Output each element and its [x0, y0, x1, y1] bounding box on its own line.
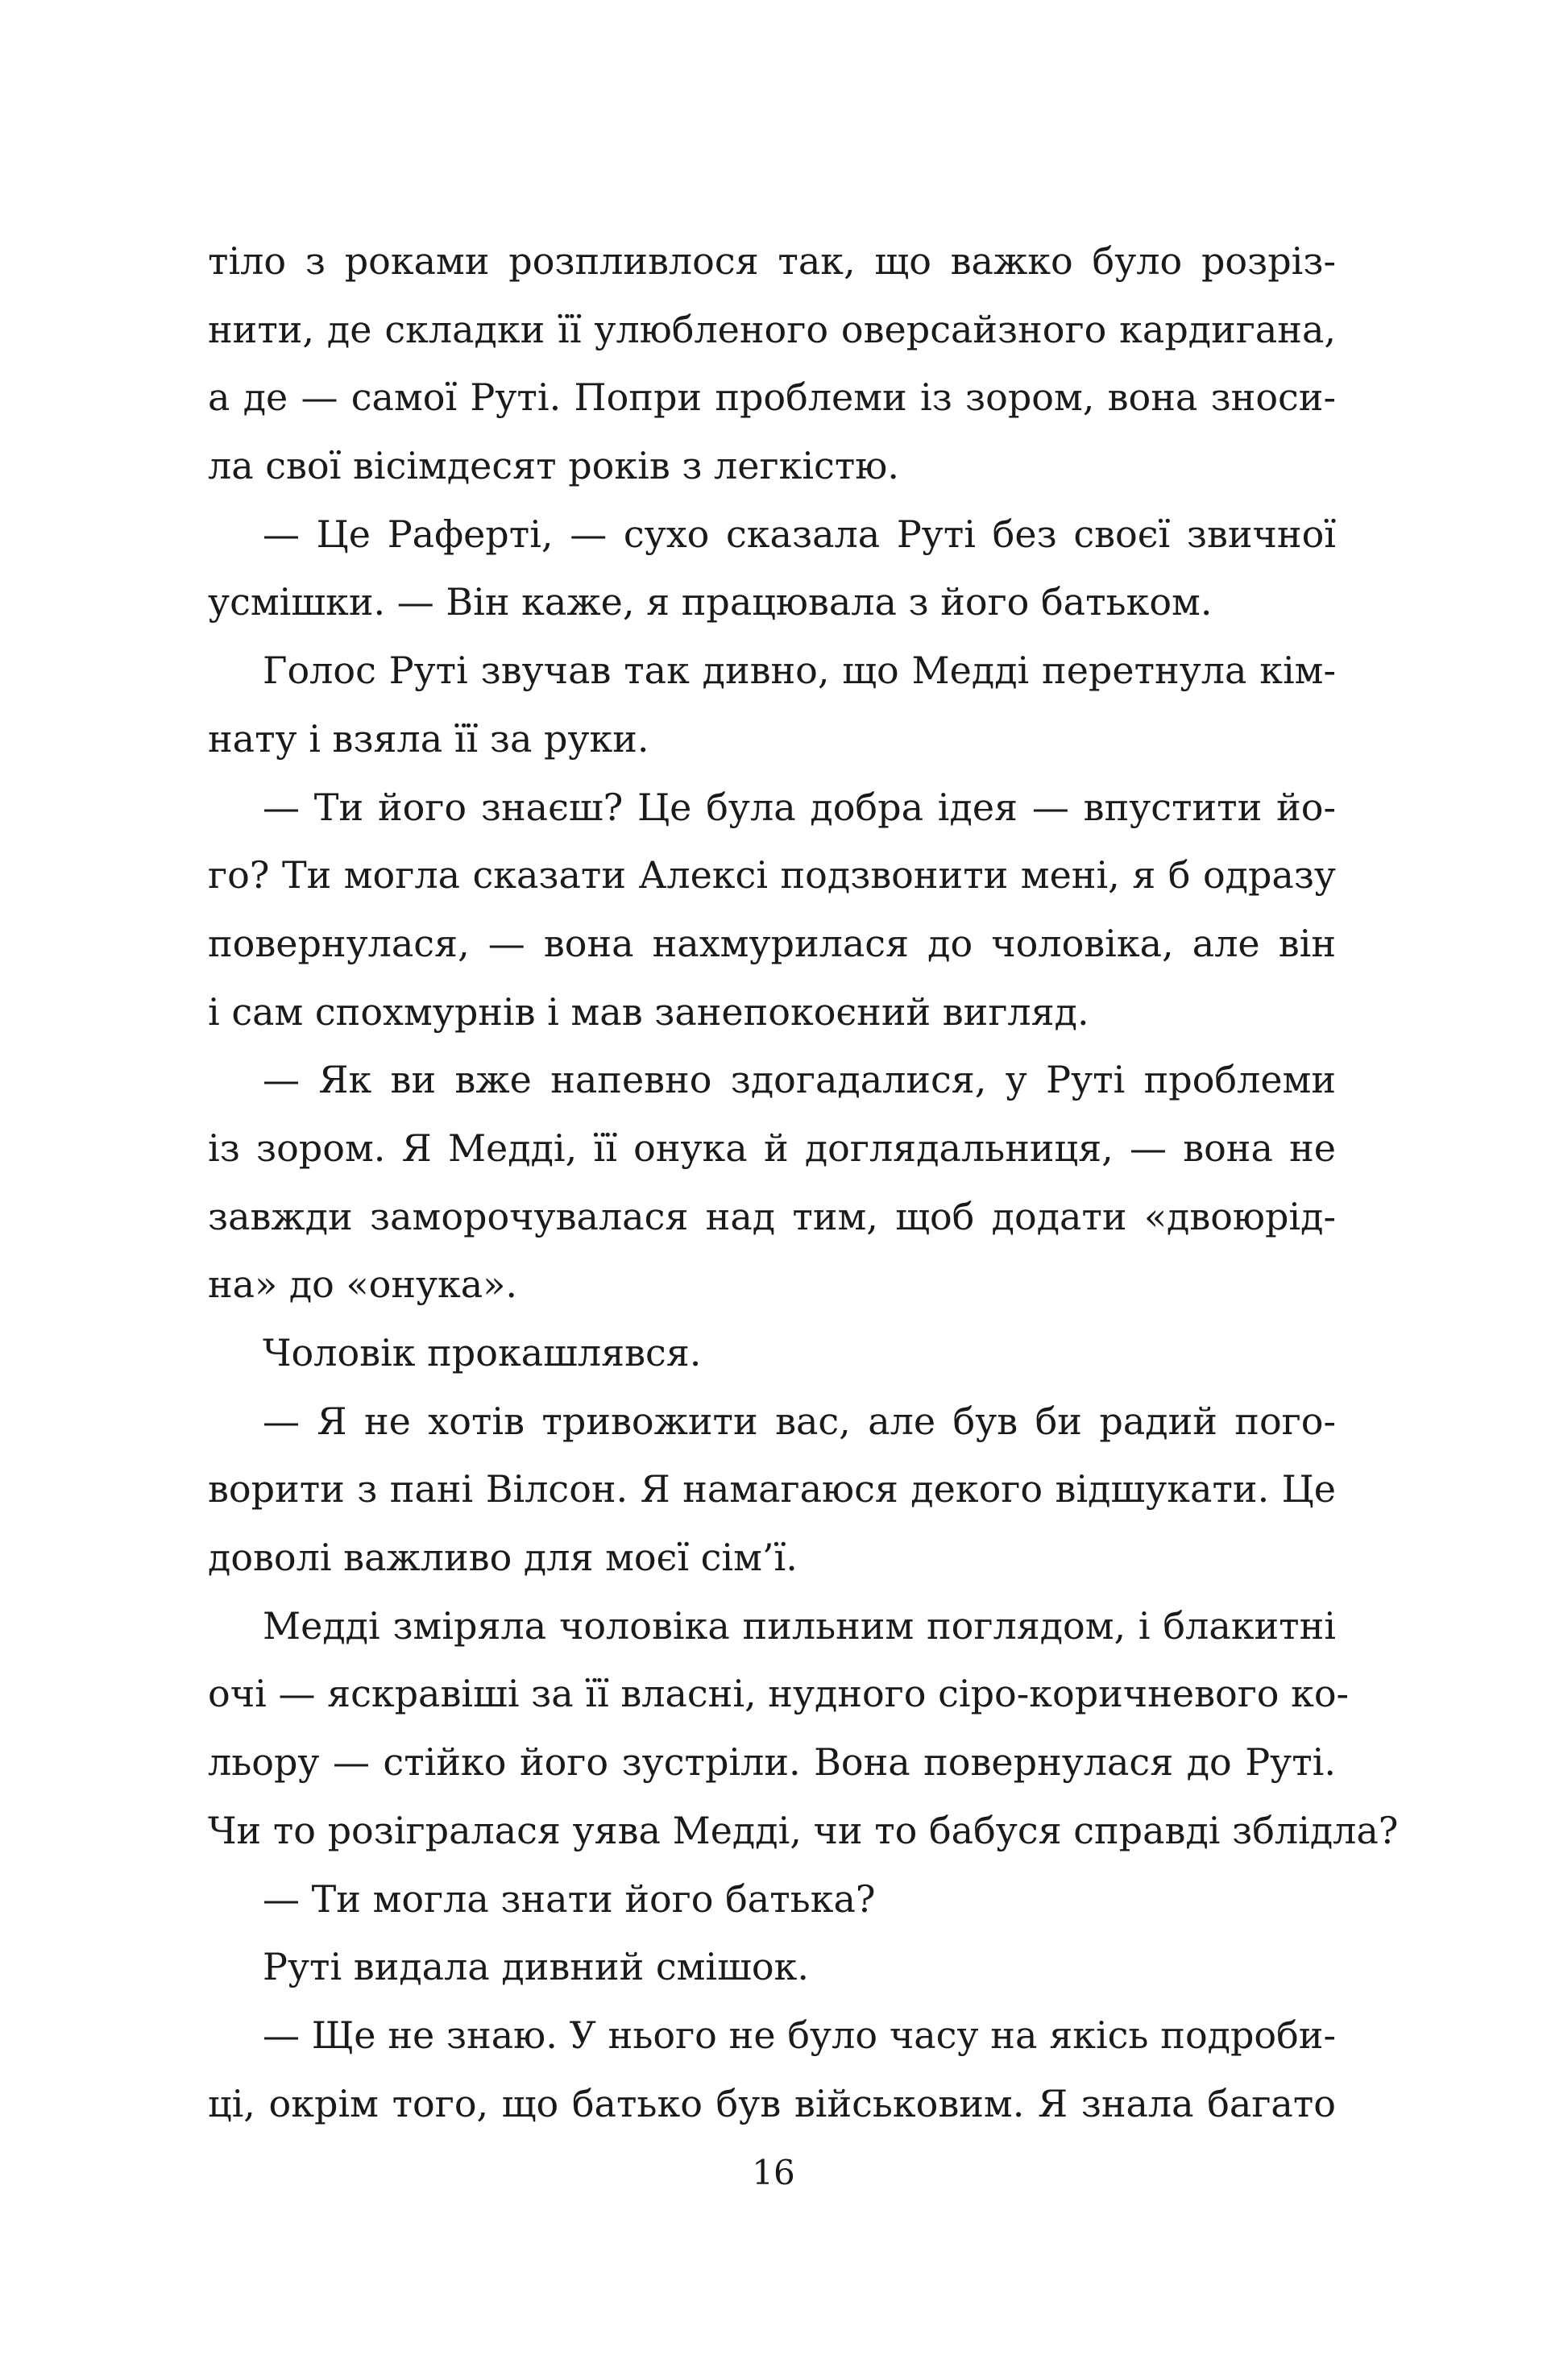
text-line: і сам спохмурнів і мав занепокоєний вигляд. [208, 989, 1089, 1034]
text-line: на» до «онука». [208, 1263, 517, 1307]
text-line: — Ти його знаєш? Це була добра ідея — впустити йо- [263, 785, 1336, 829]
page-number: 16 [752, 2153, 795, 2192]
text-line: завжди заморочувалася над тим, щоб додати «двоюрід- [208, 1194, 1336, 1238]
text-line: Чи то розігралася уява Медді, чи то бабуся справді зблідла? [208, 1808, 1399, 1852]
text-line: а де — самої Руті. Попри проблеми із зором, вона зноси- [208, 375, 1336, 420]
text-line: ла свої вісімдесят років з легкістю. [208, 444, 899, 488]
text-line: нату і взяла її за руки. [208, 716, 649, 761]
text-line: — Як ви вже напевно здогадалися, у Руті проблеми [263, 1058, 1336, 1102]
text-line: — Ще не знаю. У нього не було часу на якісь подроби- [263, 2013, 1336, 2057]
text-line: ворити з пані Вілсон. Я намагаюся декого відшукати. Це [208, 1467, 1336, 1511]
text-line: тіло з роками розпливлося так, що важко було розріз- [208, 239, 1336, 283]
text-line: го? Ти могла сказати Алексі подзвонити мені, я б одразу [208, 853, 1336, 898]
body-text [208, 227, 1399, 2137]
text-line: ці, окрім того, що батько був військовим. Я знала багато [208, 2081, 1336, 2125]
text-line: — Це Раферті, — сухо сказала Руті без своєї звичної [263, 512, 1336, 556]
text-line: нити, де складки її улюбленого оверсайзного кардигана, [208, 307, 1336, 351]
text-line: Голос Руті звучав так дивно, що Медді перетнула кім- [263, 649, 1336, 693]
text-line: доволі важливо для моєї сім’ї. [208, 1536, 798, 1580]
text-line: Медді зміряла чоловіка пильним поглядом, і блакитні [263, 1603, 1336, 1648]
text-line: — Я не хотів тривожити вас, але був би радий пого- [263, 1399, 1336, 1443]
text-line: льору — стійко його зустріли. Вона повернулася до Руті. [208, 1740, 1336, 1785]
text-line: — Ти могла знати його батька? [263, 1876, 876, 1921]
text-line: повернулася, — вона нахмурилася до чоловіка, але він [208, 921, 1336, 965]
text-line: Чоловік прокашлявся. [263, 1331, 702, 1375]
text-line: очі — яскравіші за її власні, нудного сіро-коричневого ко- [208, 1672, 1350, 1716]
text-line: із зором. Я Медді, її онука й доглядальниця, — вона не [208, 1126, 1336, 1170]
text-line: усмішки. — Він каже, я працювала з його батьком. [208, 580, 1213, 624]
text-line: Руті видала дивний смішок. [263, 1945, 809, 1989]
